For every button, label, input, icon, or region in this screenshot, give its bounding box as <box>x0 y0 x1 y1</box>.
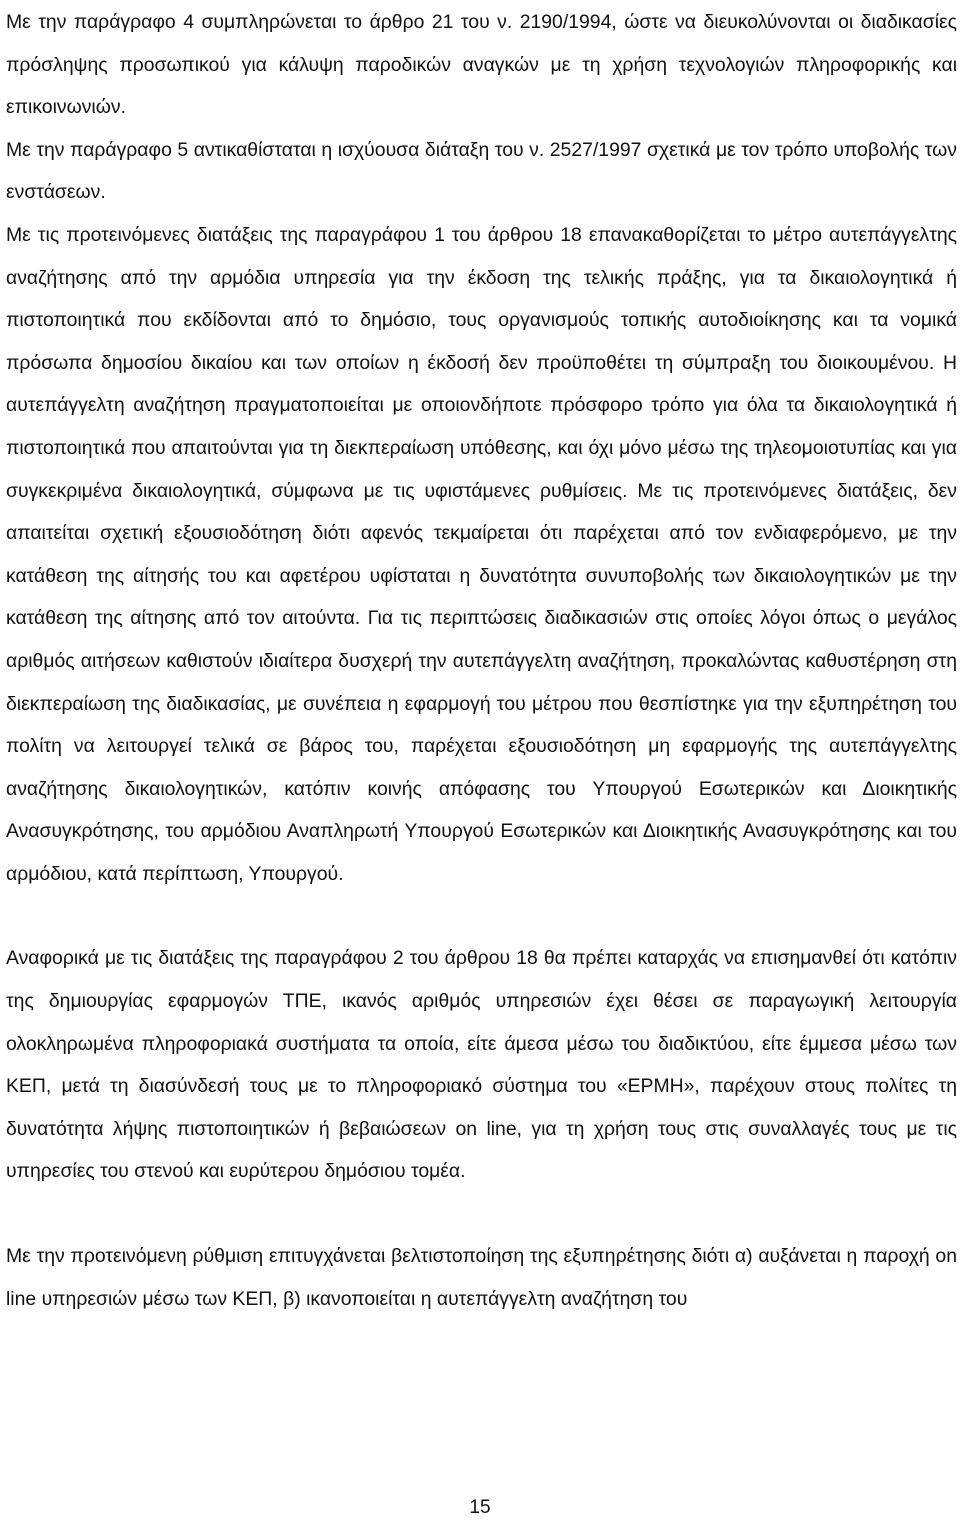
paragraph-service-optimization: Με την προτεινόμενη ρύθμιση επιτυγχάνεται βελτιστοποίηση της εξυπηρέτησης διότι α) αυξάνεται η παροχή on line υπηρεσιών μέσω των ΚΕΠ, β) ικανοποιείται η αυτεπάγγελτη αναζήτηση του <box>6 1245 957 1310</box>
paragraph-objections-submission: Με την παράγραφο 5 αντικαθίσταται η ισχύουσα διάταξη του ν. 2527/1997 σχετικά με τον τρόπο υποβολής των ενστάσεων. <box>6 138 957 204</box>
paragraph-spacer <box>6 895 957 937</box>
document-page <box>6 0 957 1320</box>
paragraph-spacer <box>6 1193 957 1235</box>
page-number: 15 <box>469 1497 491 1518</box>
paragraph-article-21-amendment: Με την παράγραφο 4 συμπληρώνεται το άρθρο 21 του ν. 2190/1994, ώστε να διευκολύνονται οι διαδικασίες πρόσληψης προσωπικού για κάλυψη παροδικών αναγκών με τη χρήση τεχνολογιών πληροφορικής και επικοινωνιών. <box>6 11 957 119</box>
paragraph-online-certificates: Αναφορικά με τις διατάξεις της παραγράφου 2 του άρθρου 18 θα πρέπει καταρχάς να επισημανθεί ότι κατόπιν της δημιουργίας εφαρμογών ΤΠΕ, ικανός αριθμός υπηρεσιών έχει θέσει σε παραγωγική λειτουργία ολοκληρωμένα πληροφοριακά συστήματα τα οποία, είτε άμεσα μέσω του διαδικτύου, είτε έμμεσα μέσω των ΚΕΠ, μετά τη διασύνδεσή τους με το πληροφοριακό σύστημα του «ΕΡΜΗ», παρέχουν στους πολίτες τη δυνατότητα λήψης πιστοποιητικών ή βεβαιώσεων on line, για τη χρήση τους στις συναλλαγές τους με τις υπηρεσίες του στενού και ευρύτερου δημόσιου τομέα. <box>6 947 957 1183</box>
paragraph-automatic-search: Με τις προτεινόμενες διατάξεις της παραγράφου 1 του άρθρου 18 επανακαθορίζεται το μέτρο αυτεπάγγελτης αναζήτησης από την αρμόδια υπηρεσία για την έκδοση της τελικής πράξης, για τα δικαιολογητικά ή πιστοποιητικά που εκδίδονται από το δημόσιο, τους οργανισμούς τοπικής αυτοδιοίκησης και τα νομικά πρόσωπα δημοσίου δικαίου και των οποίων η έκδοσή δεν προϋποθέτει τη σύμπραξη του διοικουμένου. Η αυτεπάγγελτη αναζήτηση πραγματοποιείται με οποιονδήποτε πρόσφορο τρόπο για όλα τα δικαιολογητικά ή πιστοποιητικά που απαιτούνται για τη διεκπεραίωση υπόθεσης, και όχι μόνο μέσω της τηλεομοιοτυπίας και για συγκεκριμένα δικαιολογητικά, σύμφωνα με τις υφιστάμενες ρυθμίσεις. Με τις προτεινόμενες διατάξεις, δεν απαιτείται σχετική εξουσιοδότηση διότι αφενός τεκμαίρεται ότι παρέχεται από τον ενδιαφερόμενο, με την κατάθεση της αίτησής του και αφετέρου υφίσταται η δυνατότητα συνυποβολής των δικαιολογητικών με την κατάθεση της αίτησης από τον αιτούντα. Για τις περιπτώσεις διαδικασιών στις οποίες λόγοι όπως ο μεγάλος αριθμός αιτήσεων καθιστούν ιδιαίτερα δυσχερή την αυτεπάγγελτη αναζήτηση, προκαλώντας καθυστέρηση στη διεκπεραίωση της διαδικασίας, με συνέπεια η εφαρμογή του μέτρου που θεσπίστηκε για την εξυπηρέτηση του πολίτη να λειτουργεί τελικά σε βάρος του, παρέχεται εξουσιοδότηση μη εφαρμογής της αυτεπάγγελτης αναζήτησης δικαιολογητικών, κατόπιν κοινής απόφασης του Υπουργού Εσωτερικών και Διοικητικής Ανασυγκρότησης, του αρμόδιου Αναπληρωτή Υπουργού Εσωτερικών και Διοικητικής Ανασυγκρότησης και του αρμόδιου, κατά περίπτωση, Υπουργού. <box>6 223 957 885</box>
